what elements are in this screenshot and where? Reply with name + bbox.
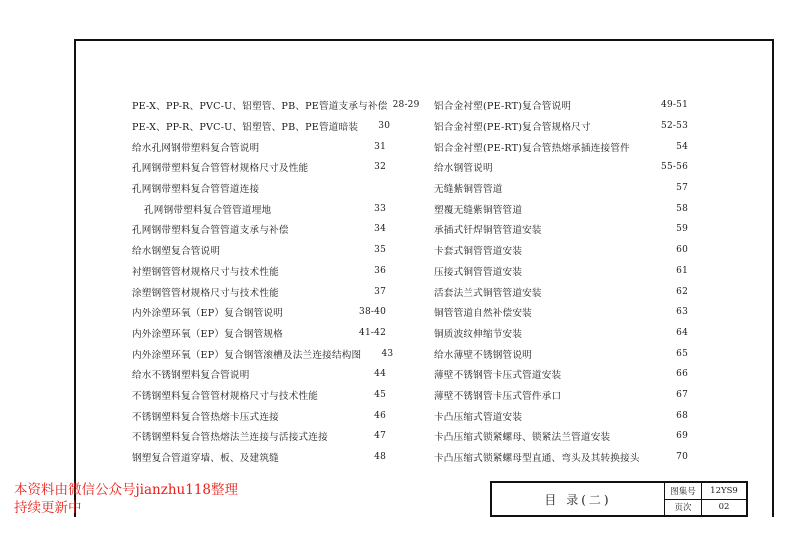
toc-entry-page: 66: [676, 369, 688, 380]
title-block-meta: [665, 483, 746, 515]
toc-entry[interactable]: [132, 343, 394, 364]
toc-entry-title: 塑覆无缝紫铜管管道: [434, 204, 523, 216]
toc-entry-page: 45: [374, 389, 386, 400]
toc-entry-title: 给水钢管说明: [434, 163, 493, 175]
toc-entry-title: 钢塑复合管道穿墙、板、及建筑缝: [132, 453, 279, 465]
toc-entry[interactable]: [434, 302, 688, 323]
atlas-number-label: 图集号: [665, 483, 702, 499]
toc-entry-title: 内外涂塑环氧（EP）复合钢管规格: [132, 328, 283, 340]
watermark-line-2: 持续更新中: [14, 500, 82, 516]
toc-entry-title: 孔网钢带塑料复合管管道埋地: [144, 204, 272, 216]
toc-left-column: [132, 95, 420, 467]
toc-entry-page: 35: [374, 245, 386, 256]
toc-entry-title: 内外涂塑环氧（EP）复合钢管滚槽及法兰连接结构图: [132, 349, 362, 361]
toc-entry-title: 不锈钢塑料复合管热熔卡压式连接: [132, 411, 279, 423]
toc-entry-title: 不锈钢塑料复合管管材规格尺寸与技术性能: [132, 390, 319, 402]
toc-entry[interactable]: [434, 447, 688, 468]
page-number-row: [665, 499, 746, 516]
toc-entry-page: 63: [676, 307, 688, 318]
toc-entry-title: 承插式钎焊铜管管道安装: [434, 225, 542, 237]
toc-entry-title: 活套法兰式铜管管道安装: [434, 287, 542, 299]
toc-entry-title: 薄壁不锈钢管卡压式管件承口: [434, 390, 562, 402]
toc-entry-page: 65: [676, 348, 688, 359]
toc-entry-page: 33: [374, 203, 386, 214]
toc-entry-page: 41-42: [359, 327, 386, 338]
toc-entry[interactable]: [132, 447, 386, 468]
toc-entry-title: 孔网钢带塑料复合管管材规格尺寸及性能: [132, 163, 309, 175]
toc-entry-page: 54: [676, 141, 688, 152]
toc-entry-title: 涂塑钢管管材规格尺寸与技术性能: [132, 287, 279, 299]
toc-entry-title: 孔网钢带塑料复合管管道连接: [132, 184, 260, 196]
toc-entry-title: 卡凸压缩式管道安装: [434, 411, 523, 423]
toc-entry[interactable]: [434, 136, 688, 157]
toc-entry-title: PE-X、PP-R、PVC-U、铝塑管、PB、PE管道支承与补偿: [132, 101, 388, 113]
toc-entry-page: 47: [374, 431, 386, 442]
toc-entry[interactable]: [434, 281, 688, 302]
toc-entry[interactable]: [132, 261, 386, 282]
toc-entry[interactable]: [434, 405, 688, 426]
toc-entry-page: 34: [374, 224, 386, 235]
toc-entry-page: 68: [676, 410, 688, 421]
toc-entry[interactable]: [434, 385, 688, 406]
toc-entry-title: 铝合金衬塑(PE-RT)复合管说明: [434, 101, 572, 113]
toc-entry-page: 36: [374, 265, 386, 276]
toc-entry-title: 给水不锈钢塑料复合管说明: [132, 370, 250, 382]
toc-entry-title: 压接式铜管管道安装: [434, 266, 523, 278]
toc-entry-page: 30: [378, 121, 391, 132]
toc-entry-page: 49-51: [661, 100, 688, 111]
toc-entry[interactable]: [434, 198, 688, 219]
toc-entry-page: 70: [676, 452, 688, 463]
toc-entry-page: 37: [374, 286, 386, 297]
toc-entry-title: 无缝紫铜管管道: [434, 184, 503, 196]
toc-entry[interactable]: [132, 385, 386, 406]
toc-entry-page: 69: [676, 431, 688, 442]
toc-entry-title: 孔网钢带塑料复合管管道支承与补偿: [132, 225, 289, 237]
toc-entry-title: 给水孔网钢带塑料复合管说明: [132, 142, 260, 154]
toc-entry-title: 给水钢塑复合管说明: [132, 246, 221, 258]
toc-entry-title: 铜质波纹伸缩节安装: [434, 328, 523, 340]
toc-entry-title: 内外涂塑环氧（EP）复合钢管说明: [132, 308, 283, 320]
toc-entry-page: 64: [676, 327, 688, 338]
atlas-number-value: 12YS9: [710, 485, 738, 496]
toc-entry[interactable]: [434, 219, 688, 240]
toc-entry[interactable]: [132, 302, 386, 323]
toc-entry-title: 卡凸压缩式锁紧螺母、锁紧法兰管道安装: [434, 432, 611, 444]
toc-entry-title: 卡凸压缩式锁紧螺母型直通、弯头及其转换接头: [434, 453, 640, 465]
toc-entry[interactable]: [132, 219, 386, 240]
toc-entry-page: 61: [676, 265, 688, 276]
toc-entry-page: 55-56: [661, 162, 688, 173]
title-block: [490, 481, 748, 517]
toc-entry-page: 57: [676, 183, 688, 194]
toc-entry[interactable]: [132, 95, 420, 116]
toc-entry[interactable]: [434, 426, 688, 447]
watermark-line-1: 本资料由微信公众号jianzhu118整理: [14, 482, 239, 498]
page-number-value: 02: [718, 502, 730, 513]
toc-entry[interactable]: [434, 261, 688, 282]
toc-entry[interactable]: [132, 116, 391, 137]
toc-entry[interactable]: [132, 240, 386, 261]
toc-entry-title: 铝合金衬塑(PE-RT)复合管规格尺寸: [434, 122, 591, 134]
toc-entry-title: 衬塑钢管管材规格尺寸与技术性能: [132, 266, 279, 278]
toc-entry[interactable]: [132, 157, 386, 178]
toc-entry[interactable]: [132, 281, 386, 302]
toc-entry-page: 46: [374, 410, 386, 421]
toc-entry[interactable]: [132, 136, 386, 157]
toc-entry-page: 44: [374, 369, 386, 380]
toc-entry-page: 43: [381, 348, 394, 359]
toc-right-column: [434, 95, 688, 467]
toc-entry-page: 58: [676, 203, 688, 214]
page-number-label: 页次: [665, 500, 702, 516]
toc-entry-page: 31: [374, 141, 386, 152]
toc-entry-page: 32: [374, 162, 386, 173]
watermark-text: [14, 481, 238, 517]
toc-entry[interactable]: [132, 364, 386, 385]
page-title: 目 录(二): [492, 483, 665, 515]
toc-entry-title: 给水薄壁不锈钢管说明: [434, 349, 532, 361]
toc-entry[interactable]: [434, 343, 688, 364]
toc-entry[interactable]: [132, 178, 386, 199]
toc-entry-page: 28-29: [392, 100, 420, 111]
toc-entry[interactable]: [434, 240, 688, 261]
toc-entry[interactable]: [434, 323, 688, 344]
toc-entry[interactable]: [434, 95, 688, 116]
toc-entry[interactable]: [434, 178, 688, 199]
atlas-number-row: [665, 483, 746, 499]
toc-entry-page: 59: [676, 224, 688, 235]
toc-entry-page: 62: [676, 286, 688, 297]
toc-entry[interactable]: [434, 116, 688, 137]
toc-entry-title: 不锈钢塑料复合管热熔法兰连接与活接式连接: [132, 432, 328, 444]
toc-entry-page: 38-40: [359, 307, 386, 318]
toc-entry-page: 60: [676, 245, 688, 256]
toc-entry-title: PE-X、PP-R、PVC-U、铝塑管、PB、PE管道暗装: [132, 122, 359, 134]
toc-entry-title: 卡套式铜管管道安装: [434, 246, 523, 258]
toc-entry-page: 67: [676, 389, 688, 400]
toc-entry-title: 铝合金衬塑(PE-RT)复合管热熔承插连接管件: [434, 142, 630, 154]
toc-entry[interactable]: [132, 323, 386, 344]
toc-entry[interactable]: [132, 426, 386, 447]
toc-entry-title: 薄壁不锈钢管卡压式管道安装: [434, 370, 562, 382]
toc-entry[interactable]: [132, 405, 386, 426]
toc-entry-page: 48: [374, 452, 386, 463]
toc-entry-title: 铜管管道自然补偿安装: [434, 308, 532, 320]
toc-entry-page: 52-53: [661, 121, 688, 132]
toc-entry[interactable]: [434, 157, 688, 178]
toc-entry[interactable]: [132, 198, 386, 219]
toc-entry[interactable]: [434, 364, 688, 385]
